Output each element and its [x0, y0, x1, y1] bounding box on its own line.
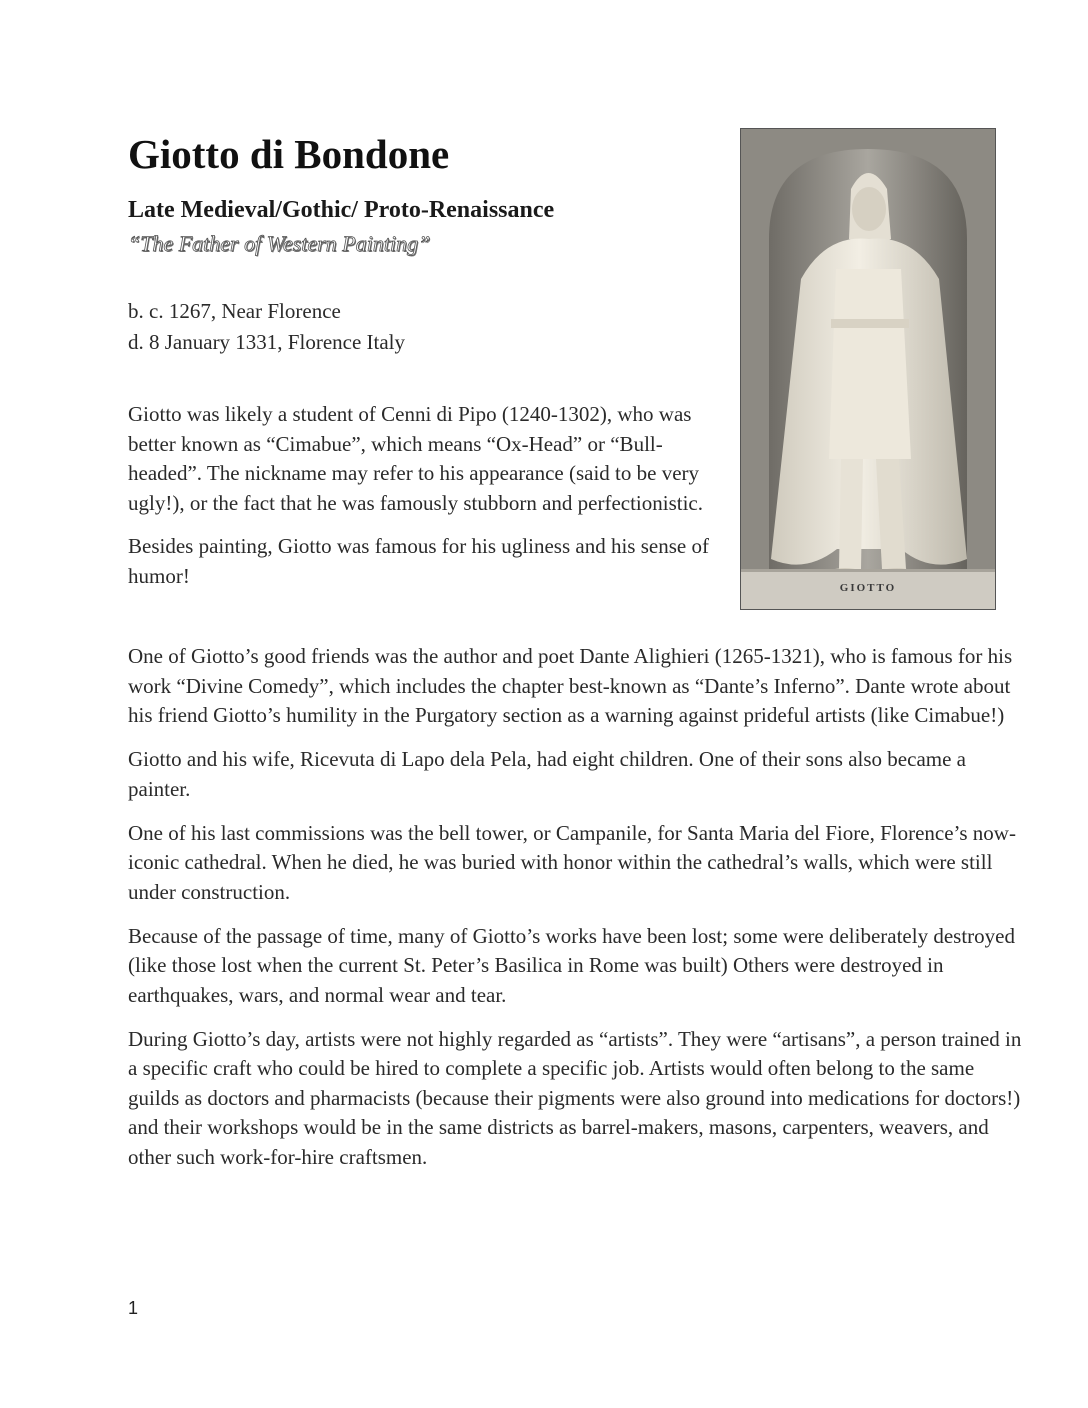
paragraph-artisans: During Giotto’s day, artists were not highly regarded as “artists”. They were “artisans”, a person trained in a specific craft who could be hired to complete a specific job. Artists would often belong to the same guilds as doctors and pharmacists (because their pigments were also ground into medications for doctors!) and their workshops would be in the same districts as barrel-makers, masons, carpenters, weavers, and other such work-for-hire craftsmen. [128, 1026, 1022, 1169]
page-title: Giotto di Bondone [128, 131, 450, 177]
main-text-body [128, 642, 1028, 1187]
life-dates [128, 296, 405, 358]
death-date: d. 8 January 1331, Florence Italy [128, 330, 406, 354]
birth-date: b. c. 1267, Near Florence [128, 299, 341, 323]
statue-plaque-text: GIOTTO [839, 582, 897, 594]
page-number: 1 [128, 1298, 139, 1318]
nickname-tagline: “The Father of Western Painting” [128, 231, 431, 256]
paragraph-dante: One of Giotto’s good friends was the author and poet Dante Alighieri (1265-1321), who is famous for his work “Divine Comedy”, which includes the chapter best-known as “Dante’s Inferno”. Dante wrote about his friend Giotto’s humility in the Purgatory section as a warning against prideful artists (like Cimabue!) [128, 644, 1013, 727]
paragraph-lost-works: Because of the passage of time, many of Giotto’s works have been lost; some were deliberately destroyed (like those lost when the current St. Peter’s Basilica in Rome was built) Others were destroyed in earthquakes, wars, and normal wear and tear. [128, 923, 1015, 1007]
intro-text-column [128, 400, 710, 605]
paragraph-campanile: One of his last commissions was the bell tower, or Campanile, for Santa Maria del Fiore, Florence’s now-iconic cathedral. When he died, he was buried with honor within the cathedral’s walls, which were still under construction. [128, 820, 1016, 904]
giotto-statue-image [740, 128, 996, 610]
paragraph-cimabue: Giotto was likely a student of Cenni di Pipo (1240-1302), who was better known as “Cimabue”, which means “Ox-Head” or “Bull-headed”. The nickname may refer to his appearance (said to be very ugly!), or the fact that he was famously stubborn and perfectionistic. [128, 402, 703, 515]
statue-illustration [741, 129, 995, 609]
paragraph-family: Giotto and his wife, Ricevuta di Lapo dela Pela, had eight children. One of their sons also became a painter. [128, 747, 967, 801]
paragraph-humor: Besides painting, Giotto was famous for his ugliness and his sense of humor! [128, 534, 709, 588]
period-subtitle: Late Medieval/Gothic/ Proto-Renaissance [128, 197, 555, 223]
